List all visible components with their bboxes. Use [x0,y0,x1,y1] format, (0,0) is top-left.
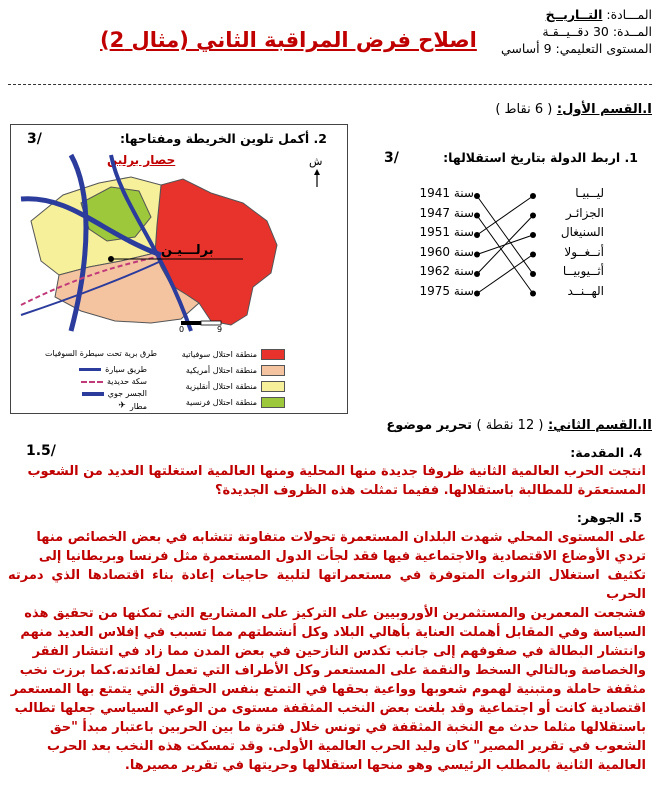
body-line: تكثيف استغلال الثروات المتوفرة في مستعمراتها لتلبية حاجيات إعادة بناء اقتصادها الذي دمرته الحرب [8,568,646,602]
legend-label: مطار [129,401,147,411]
legend-label: منطقة احتلال فرنسية [185,398,257,407]
country-item: أثــيوبيــا [562,264,604,278]
body-line: العالمية الثانية بالمطلب الرئيسي وهو منحها استقلالها وحريتها في تقرير مصيرها. [124,758,646,773]
legend-swatch [261,365,285,376]
part2-points: ( 12 نقطة ) [476,418,544,433]
year-item: سنة 1960 [419,244,474,259]
duration-value: 30 دقــيــقـة [542,24,609,39]
scale-end: 9 [217,325,223,334]
page-title: اصلاح فرض المراقبة الثاني (مثال 2) [100,28,477,52]
north-label: ش [309,155,323,168]
country-item: السنيغال [560,225,604,239]
subject-label: المـــادة: [606,7,652,22]
part1-heading [495,102,652,117]
body-line: مثقفة حاملة ومتبنية لهموم شعوبها وواعية بحقها في التمتع بنفس الحقوق التي يتمتع بها المستعمر [10,682,646,697]
match-line [477,196,533,235]
legend-item [82,389,147,398]
body-paragraph [8,528,646,775]
match-line [477,216,533,294]
q1-number: 1. [624,150,638,165]
legend-item [186,381,285,392]
part1-label: I.القسم الأول: [556,102,652,117]
q1-prompt [443,150,638,165]
legend-swatch [261,349,285,360]
country-item: أنــغــولا [564,244,604,259]
map-legend [11,325,347,413]
railway-icon [81,381,103,383]
legend-swatch [261,397,285,408]
q1-text: اربط الدولة بتاريخ استقلالها: [443,150,621,165]
legend-item [186,397,285,408]
level-value: 9 أساسي [500,41,552,56]
header-divider [8,84,652,85]
legend-item [79,365,147,374]
body-line: باستقلالها مثلما حدث مع النخبة المثقفة في تونس خلال فترة ما بين الحربين باعتبار مبدأ "حق [50,720,646,735]
legend-swatch [261,381,285,392]
intro-paragraph [8,462,646,500]
q2-score: 3/ [27,131,42,147]
airport-icon: ✈ [118,401,126,411]
part2-heading [386,418,652,433]
header-info [472,6,652,57]
berlin-map [10,124,348,414]
q5-text: الجوهر: [576,510,625,525]
legend-label: منطقة احتلال أمريكية [185,366,257,375]
year-item: سنة 1962 [419,264,474,278]
intro-line: انتجت الحرب العالمية الثانية ظروفا جديدة منها المحلية ومنها العالمية استغلتها العديد من الشعوب [27,464,646,479]
body-line: فشجعت المعمرين والمستثمرين الأوروبيين على التركيز على المشاريع التي تمكنها من تحقيق هذه [24,606,646,621]
year-item: سنة 1975 [419,283,474,298]
legend-right-title: طرق برية تحت سيطرة السوفيات [45,349,157,358]
legend-item [81,377,147,386]
q4-score: 1.5/ [26,443,56,459]
subject-value: التــاريــخ [545,7,603,22]
legend-item [186,365,285,376]
map-drawing [11,125,347,335]
part1-points: ( 6 نقاط ) [495,102,553,117]
body-line: السياسة وفي المقابل أهملت العناية بأهالي البلاد وكل أنشطتهم مما تسبب في إفلاس العديد منهم [20,625,646,640]
q5-number: 5. [628,510,642,525]
year-item: سنة 1951 [419,225,474,239]
highway-icon [79,368,101,371]
part2-label: II.القسم الثاني: [547,418,652,433]
q5-prompt [577,510,642,525]
country-item: الهــنــد [567,283,604,298]
matching-lines [470,186,540,306]
q4-number: 4. [628,445,642,460]
q1-score: 3/ [384,150,399,166]
scale-label: 0 [179,325,185,334]
level-label: المستوى التعليمي: [555,41,652,56]
country-item: ليــبيـا [575,186,604,200]
legend-label: منطقة احتلال سوفياتية [181,350,257,359]
year-item: سنة 1941 [419,186,474,200]
body-line: والخصاصة وبالتالي السخط والنقمة على المستعمر وكل الأطراف التي تعمل لفائدته.كما برزت نخب [19,663,646,678]
body-line: الشعوب في تقرير المصير" كان وليد الحرب العالمية الأولى. وقد تمسكت هذه النخب بعد الحرب [47,739,646,754]
match-line [477,196,533,274]
intro-line: المستعمَرة للمطالبة باستقلالها. ففيما تمثلت هذه الظروف الجديدة؟ [215,483,646,498]
q4-prompt [570,445,642,460]
body-line: على المستوى المحلي شهدت البلدان المستعمرة تحولات متفاوتة تتشابه في بعض الخصائص منها [36,530,646,545]
duration-label: المــدة: [612,24,652,39]
map-title: حصار برلين [107,153,176,167]
year-item: سنة 1947 [419,205,474,220]
air-bridge-icon [82,392,104,396]
legend-label: الجسر جوي [107,389,147,398]
q2-number: 2. [313,131,327,146]
legend-label: سكة حديدية [106,377,147,386]
legend-item [118,401,147,411]
body-line: وانتشار البطالة في صفوفهم إلى جانب تكدس النازحين في بعض المدن مما زاد في انتشار الفقر [32,644,646,659]
city-label: برلـــيـن [161,243,214,258]
q2-text: أكمل تلوين الخريطة ومفتاحها: [119,131,310,146]
body-line: اقتصادية كانت أو اجتماعية وقد بلغت بعض النخب المثقفة مستوى من الوعي السياسي جعلها تطالب [14,701,646,716]
body-line: تردي الأوضاع الاقتصادية والاجتماعية فيها فقد لجأت الدول المستعمرة مثل فرنسا وبريطانيا إلى [38,549,646,564]
legend-item [182,349,285,360]
years-column [404,184,474,301]
match-line [477,255,533,294]
legend-label: منطقة احتلال أنقليزية [185,382,257,391]
part2-task: تحرير موضوع [386,418,472,433]
match-line [477,235,533,255]
country-item: الجزائـر [565,205,604,220]
q4-text: المقدمة: [570,445,625,460]
legend-label: طريق سيارة [105,365,147,374]
